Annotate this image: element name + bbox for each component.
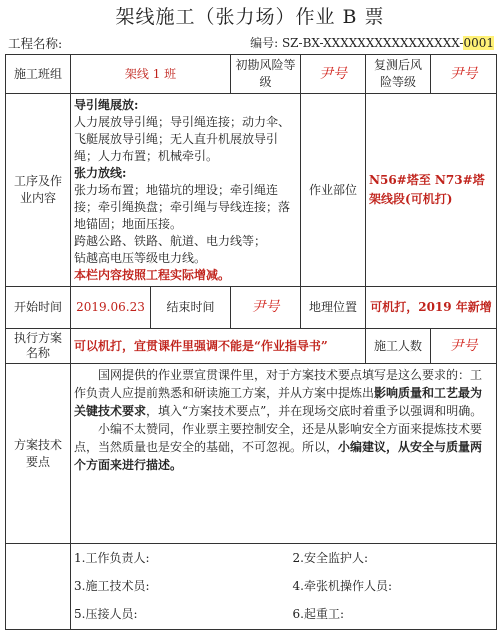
person-crimper: 5.压接人员: (74, 607, 138, 621)
initial-risk-label: 初勘风险等级 (231, 55, 301, 94)
end-time-signature: 尹号 (231, 287, 301, 329)
person-work-leader: 1.工作负责人: (74, 551, 150, 565)
team-value: 架线 1 班 (71, 55, 231, 94)
tech-paragraph-1 (74, 366, 493, 420)
process-text-3: 跨越公路、铁路、航道、电力线等； (74, 234, 267, 248)
work-ticket-table (5, 54, 497, 630)
location-label: 作业部位 (301, 94, 366, 287)
project-name-label: 工程名称: (8, 36, 63, 51)
tech-points-label: 方案技术要点 (6, 364, 71, 544)
recheck-risk-label: 复测后风险等级 (366, 55, 431, 94)
ticket-number (250, 34, 494, 51)
person-safety-guardian: 2.安全监护人: (292, 551, 368, 565)
process-content (71, 94, 301, 287)
tech-para2-text: 小编不太赞同，作业票主要控制安全，还是从影响安全方面来提炼技术要点，当然质量也是安全的基础，不可忽视。所以， (74, 422, 483, 454)
tech-paragraph-2 (74, 420, 493, 474)
person-tension-operator: 4.牵张机操作人员: (292, 579, 392, 593)
tech-para1-bold: 影响质量和工艺最为关键技术要求 (74, 386, 483, 418)
workers-signature: 尹号 (431, 329, 497, 364)
number-highlight: 0001 (463, 36, 494, 50)
process-heading-2: 张力放线: (74, 166, 127, 180)
people-list (71, 545, 496, 629)
page-title: 架线施工（张力场）作业 B 票 (115, 6, 385, 28)
person-rigger: 6.起重工: (292, 607, 344, 621)
end-time-label: 结束时间 (151, 287, 231, 329)
location-value: N56#塔至 N73#塔架线段(可机打) (366, 94, 497, 287)
process-text-2: 张力场布置；地锚坑的埋设；牵引绳连接；牵引绳换盘；牵引绳与导线连接；落地锚固；地面压接。 (74, 183, 291, 231)
plan-name-value: 可以机打，宜贯课件里强调不能是“作业指导书” (71, 329, 366, 364)
process-note: 本栏内容按照工程实际增减。 (74, 268, 231, 282)
plan-name-label: 执行方案名称 (6, 329, 71, 364)
tech-points-content (71, 364, 497, 544)
workers-label: 施工人数 (366, 329, 431, 364)
recheck-risk-signature: 尹号 (431, 55, 497, 94)
process-heading-1: 导引绳展放: (74, 98, 139, 112)
geo-location-value: 可机打，2019 年新增 (366, 287, 497, 329)
process-text-4: 钻越高电压等级电力线。 (74, 251, 207, 265)
tech-para1-tail: ，填入“方案技术要点”，并在现场交底时着重予以强调和明确。 (146, 404, 483, 418)
number-label: 编号: (250, 36, 279, 50)
process-label: 工序及作业内容 (6, 94, 71, 287)
geo-location-label: 地理位置 (301, 287, 366, 329)
number-prefix: SZ-BX-XXXXXXXXXXXXXXXX- (281, 36, 464, 50)
person-technician: 3.施工技术员: (74, 579, 150, 593)
tech-para1-text: 国网提供的作业票宣贯课件里，对于方案技术要点填写是这么要求的：工作负责人应提前熟悉和研读施工方案，并从方案中提炼出 (74, 368, 483, 400)
start-time-label: 开始时间 (6, 287, 71, 329)
start-time-value: 2019.06.23 (71, 287, 151, 329)
team-label: 施工班组 (6, 55, 71, 94)
initial-risk-signature: 尹号 (301, 55, 366, 94)
process-text-1: 人力展放导引绳；导引绳连接；动力伞、飞艇展放导引绳；无人直升机展放导引绳；人力布置；机械牵引。 (74, 115, 291, 163)
tech-para2-bold: 小编建议，从安全与质量两个方面来进行描述。 (74, 440, 483, 472)
